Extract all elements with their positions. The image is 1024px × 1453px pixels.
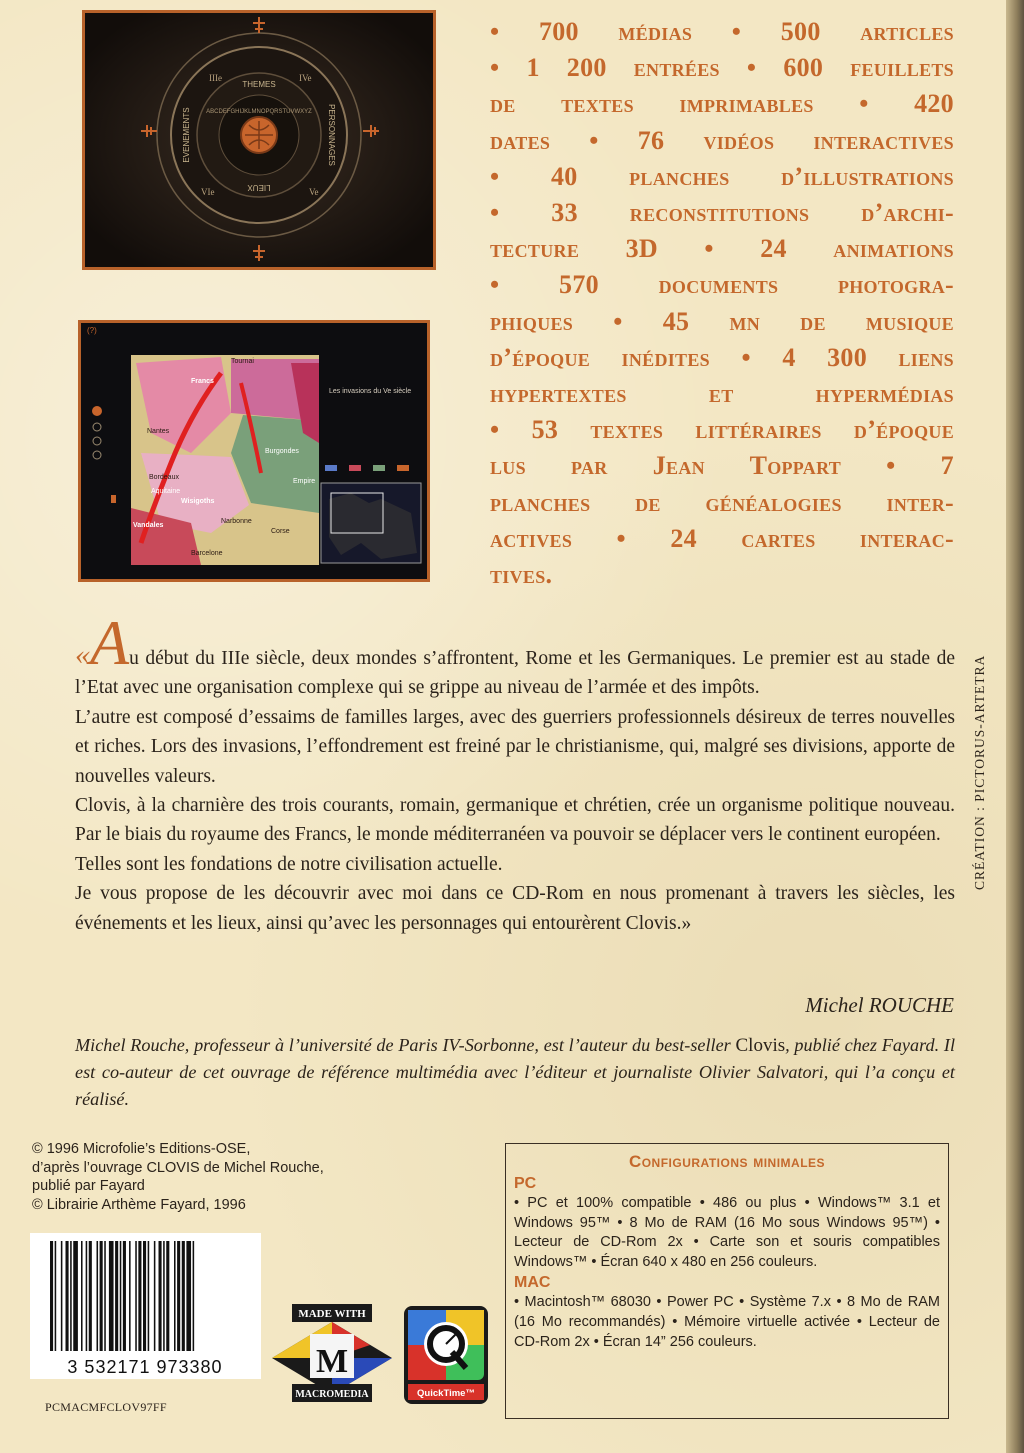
config-mac-label: MAC <box>514 1273 551 1291</box>
feature-line: planches de généalogies inter- <box>490 487 954 517</box>
svg-text:Narbonne: Narbonne <box>221 518 252 525</box>
barcode-bar <box>163 1241 165 1351</box>
svg-text:Barcelone: Barcelone <box>191 550 223 557</box>
map-title: Les invasions du Ve siècle <box>329 388 412 395</box>
feature-line: hypertextes et hypermédias <box>490 379 954 409</box>
quicktime-logo <box>404 1306 488 1404</box>
product-code: PCMACMFCLOV97FF <box>45 1400 167 1414</box>
quote-open-mark: « <box>75 638 90 671</box>
barcode-bar <box>159 1241 162 1351</box>
svg-text:Vandales: Vandales <box>133 522 164 529</box>
quote-paragraph: L’autre est composé d’essaims de familles larges, avec des guerriers professionnels désireux de terres nouvelles et riches. Lors des invasions, l’effondrement est freiné par le christianisme, qui, malgré ses divisions, apporte de nouvelles valeurs. <box>75 706 955 787</box>
config-pc-label: PC <box>514 1174 537 1192</box>
barcode-bar <box>123 1241 126 1351</box>
bio-text: Michel Rouche, professeur à l’université de Paris IV-Sorbonne, est l’auteur du best-seller <box>75 1035 736 1055</box>
feature-line: actives • 24 cartes interac- <box>490 523 954 553</box>
barcode-bar <box>81 1241 83 1351</box>
barcode-bar <box>186 1241 191 1351</box>
feature-line: tives. <box>490 560 553 590</box>
globe-lines <box>245 121 273 149</box>
author-bio <box>75 1032 955 1113</box>
help-icon[interactable]: (?) <box>87 326 97 335</box>
macromedia-bottom-text: MACROMEDIA <box>295 1389 369 1400</box>
barcode-bar <box>166 1241 169 1351</box>
century-5[interactable]: Ve <box>309 187 319 197</box>
map-slider-marker[interactable] <box>111 495 116 503</box>
barcode-bar <box>104 1241 106 1351</box>
quote-paragraph: Je vous propose de les découvrir avec moi dans ce CD-Rom en nous promenant à travers les siècles, les événements et les lieux, ainsi qu’avec les personnages qui entourèrent Clovis.» <box>75 883 955 934</box>
barcode-bar <box>177 1241 180 1351</box>
map-control-icon[interactable] <box>92 406 102 416</box>
svg-text:Francs: Francs <box>191 378 214 385</box>
screenshot-invasion-map <box>78 320 430 582</box>
wheel-label-evenements[interactable]: EVENEMENTS <box>182 107 191 163</box>
barcode-bar <box>55 1241 57 1351</box>
wheel-label-lieux[interactable]: LIEUX <box>247 183 271 192</box>
feature-line: de textes imprimables • 420 <box>490 89 954 119</box>
feature-line: • 33 reconstitutions d’archi- <box>490 198 954 228</box>
barcode-bars <box>30 1233 261 1379</box>
feature-line: • 1 200 entrées • 600 feuillets <box>490 53 954 83</box>
copyright-credits <box>32 1140 432 1214</box>
barcode-bar <box>97 1241 99 1351</box>
feature-line: d’époque inédites • 4 300 liens <box>490 342 954 372</box>
svg-text:Aquitaine: Aquitaine <box>151 488 181 495</box>
box-edge <box>1006 0 1024 1453</box>
invasion-map-illustration <box>81 323 427 579</box>
config-pc-text: • PC et 100% compatible • 486 ou plus • Windows™ 3.1 et Windows 95™ • 8 Mo de RAM (16 Mo sous Windows 95™) • Lecteur de CD-Rom 2x • Carte son et souris compatibles Windows™ • Écran 640 x 480 en 256 couleurs. <box>514 1194 940 1271</box>
svg-text:Bordeaux: Bordeaux <box>149 474 179 481</box>
barcode-bar <box>73 1241 78 1351</box>
barcode-bar <box>115 1241 118 1351</box>
barcode-bar <box>100 1241 103 1351</box>
quote-paragraph: Telles sont les fondations de notre civilisation actuelle. <box>75 853 503 875</box>
barcode-bar <box>138 1241 141 1351</box>
wheel-label-themes[interactable]: THEMES <box>242 80 276 89</box>
macromedia-top-text: MADE WITH <box>298 1308 366 1320</box>
feature-line: dates • 76 vidéos interactives <box>490 125 954 155</box>
svg-text:Corse: Corse <box>271 528 290 535</box>
credit-line: publié par Fayard <box>32 1178 145 1195</box>
barcode <box>30 1233 261 1379</box>
svg-text:Wisigoths: Wisigoths <box>181 498 215 505</box>
creation-credit: CRÉATION : PICTORUS-ARTETRA <box>972 654 987 890</box>
barcode-bar <box>66 1241 69 1351</box>
svg-text:Nantes: Nantes <box>147 428 170 435</box>
svg-text:Tournai: Tournai <box>231 358 254 365</box>
century-6[interactable]: VIe <box>201 187 215 197</box>
credit-line: d’après l’ouvrage CLOVIS de Michel Rouche, <box>32 1159 324 1176</box>
feature-line: • 40 planches d’illustrations <box>490 161 954 191</box>
barcode-bar <box>129 1241 131 1351</box>
barcode-bar <box>70 1241 72 1351</box>
screenshot-navigation-wheel <box>82 10 436 270</box>
barcode-number: 3 532171 973380 <box>67 1357 223 1377</box>
macromedia-letter: M <box>315 1343 349 1380</box>
barcode-bar <box>135 1241 137 1351</box>
century-4[interactable]: IVe <box>299 73 312 83</box>
barcode-bar <box>109 1241 114 1351</box>
wheel-label-personnages[interactable]: PERSONNAGES <box>327 104 336 166</box>
credit-line: © Librairie Arthème Fayard, 1996 <box>32 1196 246 1213</box>
barcode-bar <box>86 1241 88 1351</box>
feature-line: • 53 textes littéraires d’époque <box>490 415 954 445</box>
bio-text: , publié chez Fayard. Il est co-auteur de cet ouvrage de référence multimédia avec l’éditeur et journaliste Olivier Salvatori, qui l’a conçu et réalisé. <box>75 1035 955 1109</box>
quicktime-label: QuickTime™ <box>417 1388 475 1399</box>
author-quote <box>75 607 955 938</box>
barcode-bar <box>154 1241 156 1351</box>
barcode-bar <box>89 1241 92 1351</box>
feature-line: • 700 médias • 500 articles <box>490 17 954 46</box>
barcode-bar <box>193 1241 195 1351</box>
feature-line: lus par Jean Toppart • 7 <box>490 451 954 481</box>
wheel-alphabet: ABCDEFGHIJKLMNOPQRSTUVWXYZ <box>206 109 312 115</box>
macromedia-logo <box>270 1300 394 1404</box>
feature-line: phiques • 45 mn de musique <box>490 306 954 336</box>
quote-author: Michel ROUCHE <box>805 993 954 1017</box>
config-mac-text: • Macintosh™ 68030 • Power PC • Système 7.x • 8 Mo de RAM (16 Mo recommandés) • Mémoire virtuelle activée • Lecteur de CD-Rom 2x • Écran 14” 256 couleurs. <box>514 1293 940 1350</box>
config-title: Configurations minimales <box>628 1152 826 1171</box>
quote-drop-cap: A <box>90 607 130 678</box>
century-3[interactable]: IIIe <box>209 73 222 83</box>
navigation-wheel-illustration <box>85 13 433 267</box>
barcode-bar <box>182 1241 185 1351</box>
feature-list <box>490 14 954 593</box>
bio-book-title: Clovis <box>735 1035 786 1056</box>
quote-paragraph <box>75 607 955 703</box>
feature-line: • 570 documents photogra- <box>490 270 954 300</box>
barcode-bar <box>50 1241 53 1351</box>
barcode-bar <box>143 1241 146 1351</box>
quote-paragraph: Clovis, à la charnière des trois courants, romain, germanique et chrétien, crée un organisme politique nouveau. Par le biais du royaume des Francs, le monde méditerranéen va pouvoir se déplacer vers le continent européen. <box>75 795 955 846</box>
barcode-bar <box>174 1241 176 1351</box>
minimum-configuration-box <box>505 1143 949 1419</box>
credit-line: © 1996 Microfolie’s Editions-OSE, <box>32 1141 251 1157</box>
barcode-bar <box>148 1241 150 1351</box>
quote-first-text: u début du IIIe siècle, deux mondes s’affrontent, Rome et les Germaniques. Le premier est au stade de l’Etat avec une organisation complexe qui se grippe au niveau de l’armée et des impôts. <box>75 648 955 699</box>
barcode-bar <box>61 1241 63 1351</box>
barcode-bar <box>120 1241 122 1351</box>
svg-text:Empire: Empire <box>293 478 316 485</box>
svg-text:Burgondes: Burgondes <box>265 448 299 455</box>
feature-line: tecture 3D • 24 animations <box>490 234 954 264</box>
